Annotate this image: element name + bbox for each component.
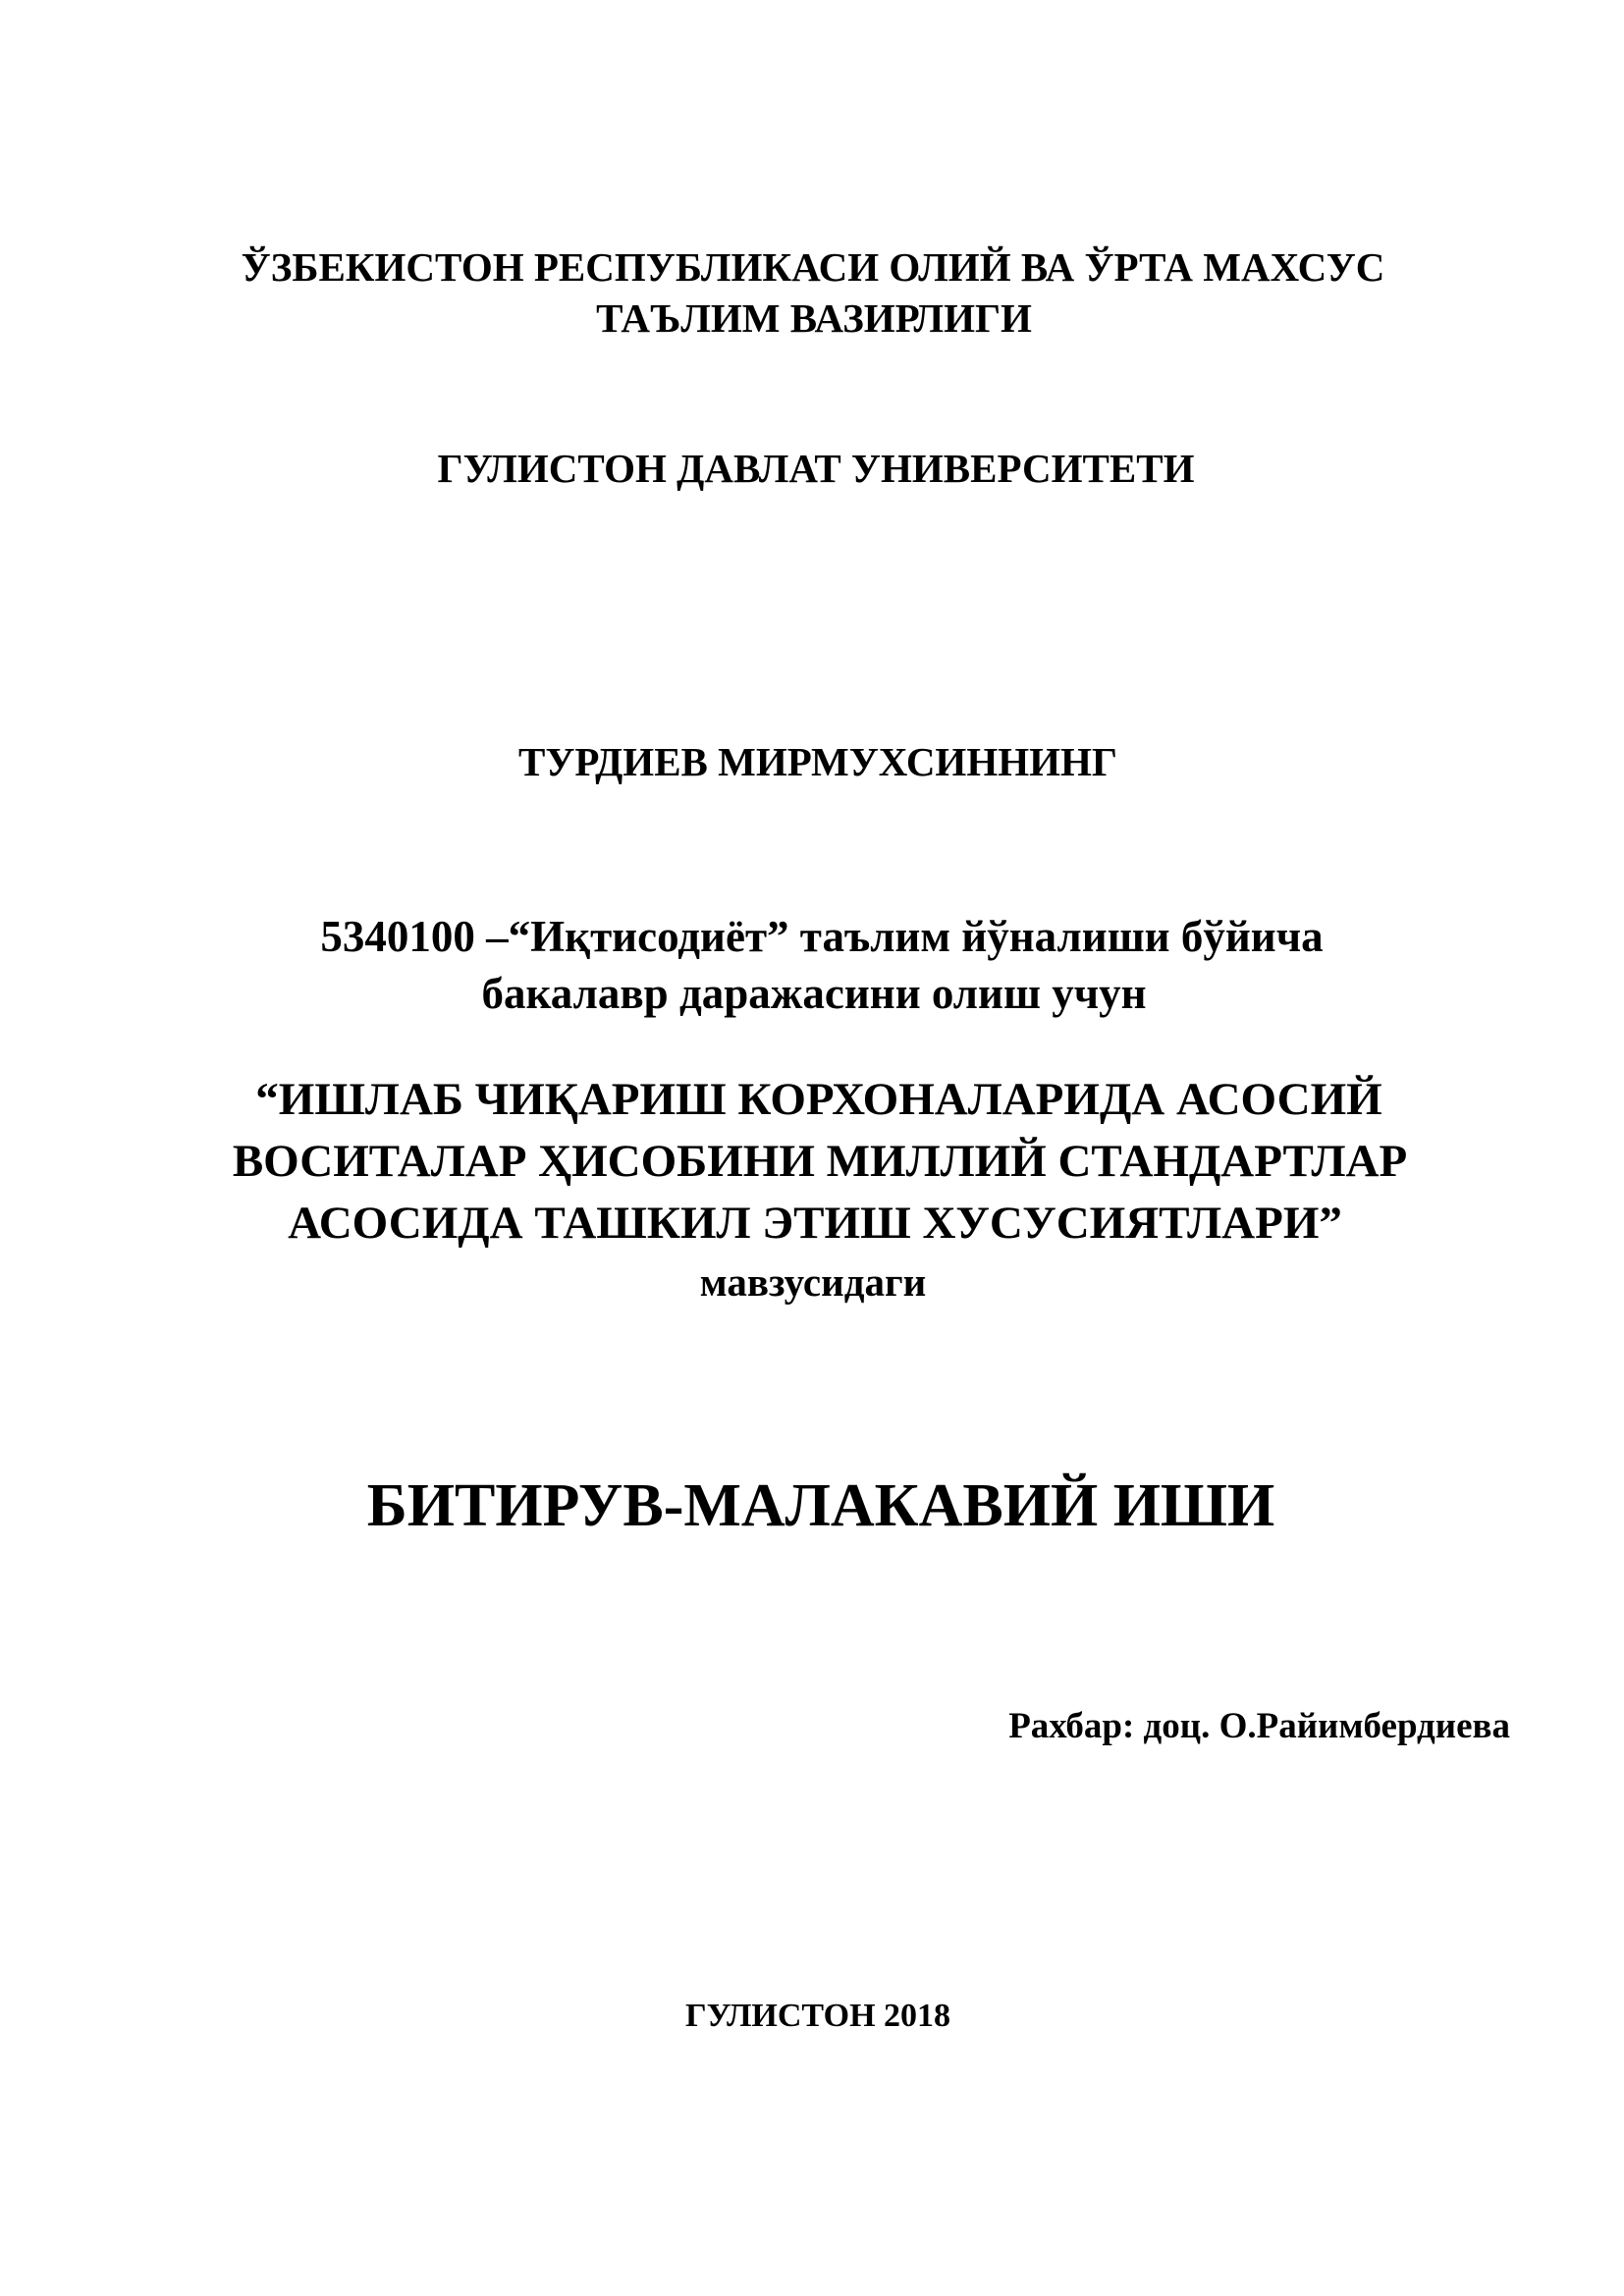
city-year: ГУЛИСТОН 2018 [684,1998,951,2034]
topic-suffix: мавзусидаги [699,1259,927,1305]
topic-line-2: ВОСИТАЛАР ҲИСОБИНИ МИЛЛИЙ СТАНДАРТЛАР [232,1136,1408,1187]
student-name: ТУРДИЕВ МИРМУХСИННИНГ [518,739,1117,784]
topic-line-1: “ИШЛАБ ЧИҚАРИШ КОРХОНАЛАРИДА АСОСИЙ [255,1074,1382,1125]
degree-line-1: 5340100 –“Иқтисодиёт” таълим йўналиши бўйича [320,912,1324,961]
work-type-heading: БИТИРУВ-МАЛАКАВИЙ ИШИ [366,1472,1275,1539]
ministry-line-2: ТАЪЛИМ ВАЗИРЛИГИ [596,295,1032,341]
topic-line-3: АСОСИДА ТАШКИЛ ЭТИШ ХУСУСИЯТЛАРИ” [288,1198,1342,1249]
ministry-line-1: ЎЗБЕКИСТОН РЕСПУБЛИКАСИ ОЛИЙ ВА ЎРТА МАХСУС [241,244,1385,290]
university-name: ГУЛИСТОН ДАВЛАТ УНИВЕРСИТЕТИ [437,446,1195,491]
degree-line-2: бакалавр даражасини олиш учун [481,969,1147,1018]
supervisor: Рахбар: доц. О.Райимбердиева [1008,1706,1510,1746]
